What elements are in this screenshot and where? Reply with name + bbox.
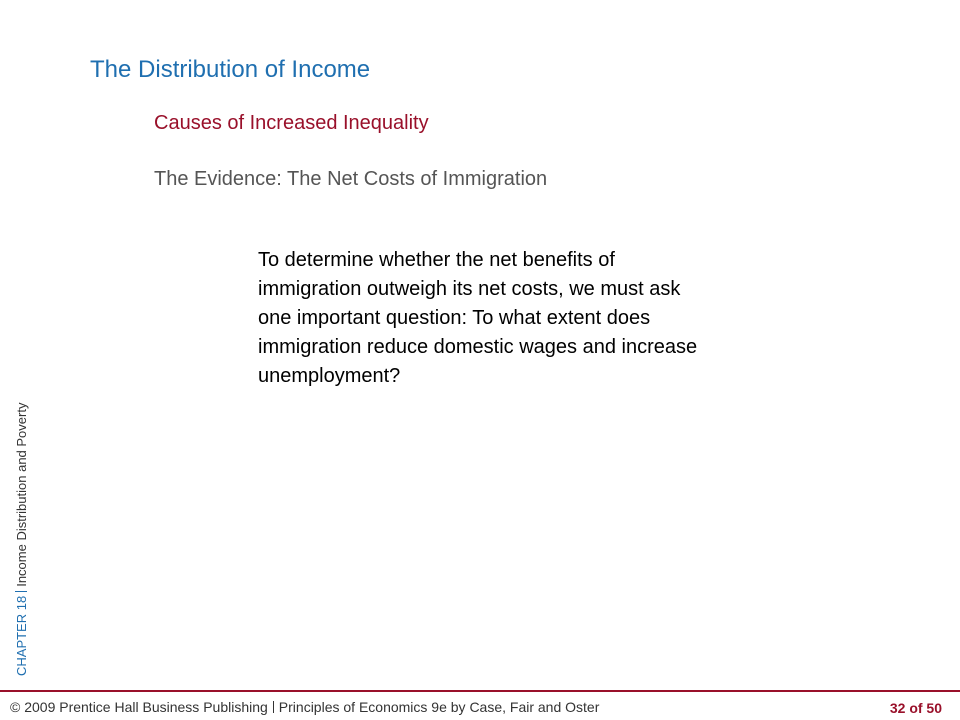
- section-heading: The Evidence: The Net Costs of Immigration: [154, 168, 548, 190]
- body-line: immigration outweigh its net costs, we must ask: [258, 278, 681, 300]
- slide-title: The Distribution of Income: [90, 56, 371, 83]
- chapter-number: CHAPTER 18: [14, 595, 29, 676]
- body-line: unemployment?: [258, 365, 401, 387]
- body-line: immigration reduce domestic wages and increase: [258, 336, 698, 358]
- footer-rule: [0, 690, 960, 692]
- footer-divider: [273, 701, 274, 713]
- body-line: To determine whether the net benefits of: [258, 249, 615, 271]
- footer-copyright: [10, 699, 599, 715]
- body-line: one important question: To what extent does: [258, 307, 651, 329]
- body-paragraph: [258, 246, 798, 391]
- chapter-divider: [15, 591, 27, 592]
- page-number: 32 of 50: [889, 700, 942, 716]
- book-title: Principles of Economics 9e by Case, Fair and Oster: [278, 699, 600, 715]
- chapter-sidebar-label: [14, 403, 29, 676]
- chapter-title: Income Distribution and Poverty: [14, 402, 29, 587]
- copyright-text: © 2009 Prentice Hall Business Publishing: [10, 699, 268, 715]
- slide-subtitle: Causes of Increased Inequality: [154, 112, 429, 134]
